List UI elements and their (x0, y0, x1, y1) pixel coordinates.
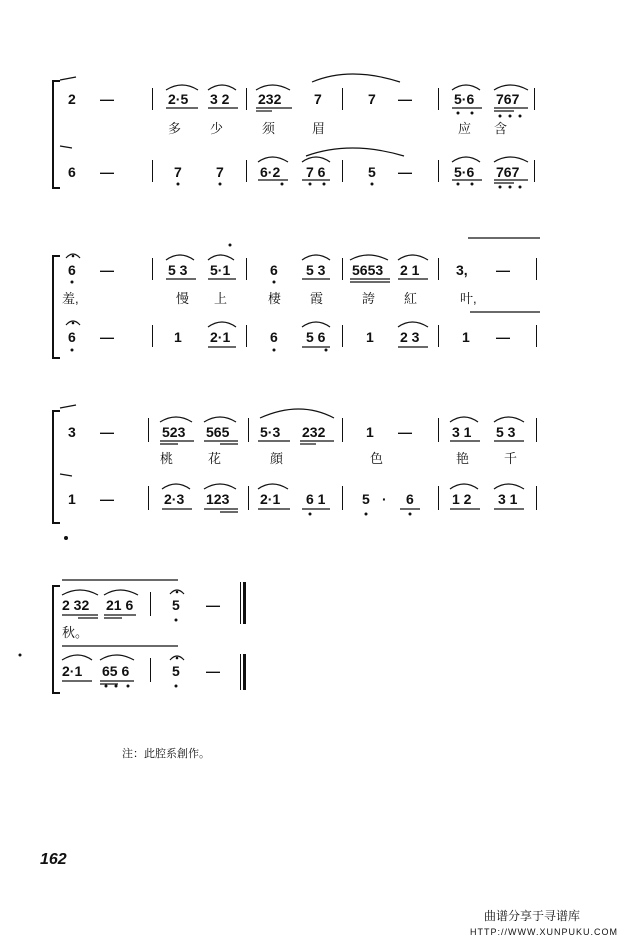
dot (499, 115, 502, 118)
note: 6 (270, 329, 278, 345)
slur (350, 255, 388, 260)
lyric: 紅 (404, 291, 418, 306)
fermata-dot (176, 591, 179, 594)
lyric: 须 (262, 121, 276, 136)
note: 1 (366, 424, 374, 440)
dash: — (398, 424, 412, 440)
note: 2·1 (210, 329, 231, 345)
note: 1 (366, 329, 374, 345)
slur (256, 85, 290, 90)
note: 7 (368, 91, 376, 107)
dot (471, 112, 474, 115)
note: 5 (362, 491, 370, 507)
page-number: 162 (40, 851, 67, 868)
dash: — (100, 491, 114, 507)
dot (115, 685, 118, 688)
dot (509, 115, 512, 118)
note: 5 3 (168, 262, 188, 278)
slur (398, 322, 428, 327)
slur (452, 157, 480, 162)
slur (62, 655, 92, 660)
note: 2 32 (62, 597, 90, 613)
note: 232 (258, 91, 282, 107)
dash: — (398, 164, 412, 180)
dot (71, 281, 74, 284)
slur (260, 409, 334, 418)
slur (160, 417, 192, 422)
dot (175, 685, 178, 688)
footnote: 注：此腔系創作。 (122, 748, 210, 760)
bracket-tick (60, 146, 72, 148)
lyric: 慢 (176, 291, 190, 306)
note: 6 (406, 491, 414, 507)
note: 5·6 (454, 91, 475, 107)
slur (302, 322, 330, 327)
note: 3, (456, 262, 468, 278)
note: 2·5 (168, 91, 189, 107)
slur (104, 590, 138, 595)
note: 6 1 (306, 491, 326, 507)
note: 2 (68, 91, 76, 107)
lyric: 花 (208, 451, 222, 466)
dot (273, 281, 276, 284)
slur (312, 74, 400, 82)
slur (494, 157, 528, 162)
dot (471, 183, 474, 186)
note: 5·3 (260, 424, 281, 440)
lyric: 秋。 (62, 625, 89, 640)
dot (273, 349, 276, 352)
bracket-tick (60, 474, 72, 476)
fermata-dot (72, 255, 75, 258)
note: 6·2 (260, 164, 281, 180)
note: 5 3 (306, 262, 326, 278)
slur (306, 148, 404, 156)
dot (457, 183, 460, 186)
dot (409, 513, 412, 516)
watermark-url: HTTP://WWW.XUNPUKU.COM (470, 927, 618, 937)
note: 3 1 (498, 491, 518, 507)
dash: — (496, 329, 510, 345)
note: 5 (368, 164, 376, 180)
lyric: 多 (168, 121, 182, 136)
note: 3 2 (210, 91, 230, 107)
dot (371, 183, 374, 186)
slur (494, 484, 524, 489)
lyric: 羞, (62, 291, 79, 306)
dot (309, 183, 312, 186)
slur (398, 255, 428, 260)
dot (457, 112, 460, 115)
note: 6 (270, 262, 278, 278)
note: 123 (206, 491, 230, 507)
dot (519, 186, 522, 189)
note: 1 (462, 329, 470, 345)
note: 6 (68, 262, 76, 278)
dot (323, 183, 326, 186)
slur (494, 417, 524, 422)
slur (166, 255, 194, 260)
note: 5·1 (210, 262, 231, 278)
dot (309, 513, 312, 516)
slur (166, 85, 198, 90)
lyric: 色 (370, 451, 384, 466)
slur (494, 85, 528, 90)
slur (204, 484, 236, 489)
slur (302, 157, 330, 162)
lyric: 桃 (160, 451, 174, 466)
watermark-name: 曲谱分享于寻谱库 (484, 909, 581, 923)
slur (208, 255, 234, 260)
note: 3 1 (452, 424, 472, 440)
note: 1 2 (452, 491, 472, 507)
print-speck (19, 654, 22, 657)
note: 565 (206, 424, 230, 440)
note: 1 (68, 491, 76, 507)
note: 5 3 (496, 424, 516, 440)
slur (204, 417, 236, 422)
lyric: 含 (494, 121, 508, 136)
dash: — (100, 262, 114, 278)
bracket-tick (60, 405, 76, 408)
dot (177, 183, 180, 186)
note: 5653 (352, 262, 384, 278)
note: 2 3 (400, 329, 420, 345)
slur (450, 417, 478, 422)
note: 21 6 (106, 597, 134, 613)
note: 5 6 (306, 329, 326, 345)
slur (62, 590, 98, 595)
note: 6 (68, 164, 76, 180)
lyric: 少 (210, 121, 224, 136)
dot (105, 685, 108, 688)
note: 767 (496, 91, 520, 107)
dot (365, 513, 368, 516)
note: 5 (172, 663, 180, 679)
note: 2·1 (260, 491, 281, 507)
note: 65 6 (102, 663, 130, 679)
note: 6 (68, 329, 76, 345)
note: 3 (68, 424, 76, 440)
dot (229, 244, 232, 247)
lyric: 艳 (456, 451, 470, 466)
note: 7 (174, 164, 182, 180)
dash: — (100, 91, 114, 107)
dot (219, 183, 222, 186)
note: 1 (174, 329, 182, 345)
lyric: 叶, (460, 291, 477, 306)
dash: — (496, 262, 510, 278)
lyric: 应 (458, 121, 472, 136)
slur (208, 322, 236, 327)
lyric: 棲 (268, 291, 282, 306)
note: 7 (314, 91, 322, 107)
dash: — (100, 164, 114, 180)
dash: — (100, 424, 114, 440)
slur (450, 484, 478, 489)
note: 7 6 (306, 164, 326, 180)
bracket-tick (60, 77, 76, 80)
note: 523 (162, 424, 186, 440)
lyric: 顔 (270, 451, 284, 466)
dot (499, 186, 502, 189)
dot (509, 186, 512, 189)
slur (452, 85, 480, 90)
dash: — (398, 91, 412, 107)
fermata-dot (72, 322, 75, 325)
dot (127, 685, 130, 688)
slur (162, 484, 190, 489)
lyric: 上 (214, 291, 228, 306)
note: 5 (172, 597, 180, 613)
lyric: 霞 (310, 291, 324, 306)
dot (71, 349, 74, 352)
dot (325, 349, 328, 352)
dash: — (100, 329, 114, 345)
note: 232 (302, 424, 326, 440)
note: 2·1 (62, 663, 83, 679)
slur (258, 484, 288, 489)
fermata-dot (176, 657, 179, 660)
slur (100, 655, 134, 660)
note: 7 (216, 164, 224, 180)
dot (175, 619, 178, 622)
note: 5·6 (454, 164, 475, 180)
slur (208, 85, 236, 90)
dot: · (382, 491, 387, 507)
dash: — (206, 663, 220, 679)
note: 2·3 (164, 491, 185, 507)
print-speck (64, 536, 68, 540)
dot (519, 115, 522, 118)
note: 2 1 (400, 262, 420, 278)
note: 767 (496, 164, 520, 180)
lyric: 千 (504, 451, 518, 466)
dot (281, 183, 284, 186)
dash: — (206, 597, 220, 613)
lyric: 眉 (312, 121, 326, 136)
slur (258, 157, 288, 162)
slur (302, 255, 330, 260)
lyric: 誇 (362, 291, 376, 306)
